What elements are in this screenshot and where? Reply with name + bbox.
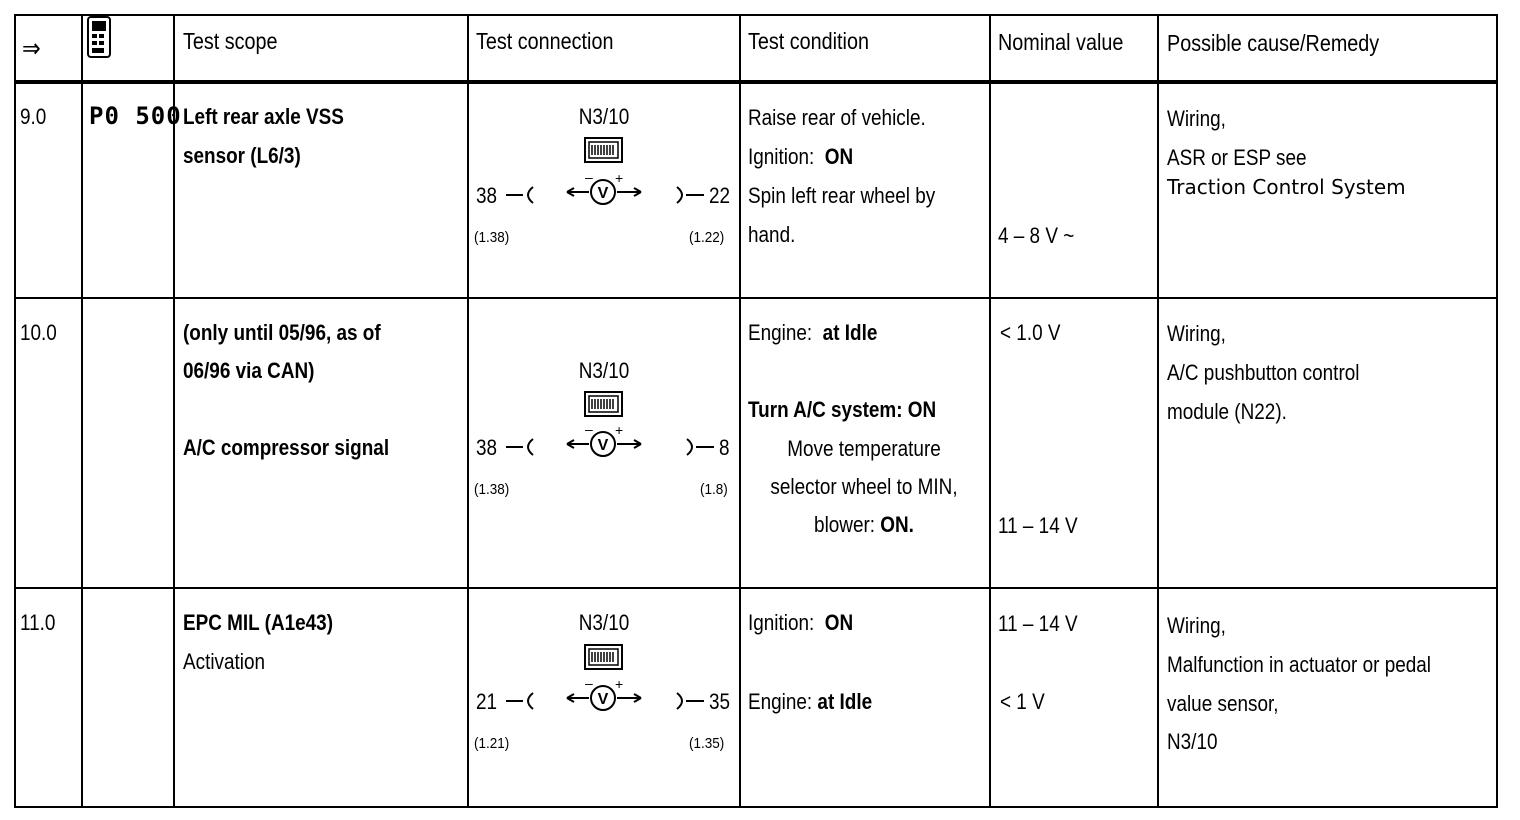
test-condition-label: Ignition: — [748, 144, 825, 169]
test-condition-label: Engine: — [748, 320, 823, 345]
left-pin-connector-icon — [506, 184, 536, 204]
svg-text:–: – — [585, 169, 593, 185]
possible-cause-line: module (N22). — [1167, 399, 1287, 424]
right-pin-reference: (1.35) — [689, 735, 725, 752]
svg-text:–: – — [585, 675, 593, 691]
svg-text:+: + — [615, 676, 624, 692]
module-label: N3/10 — [578, 610, 630, 635]
row-divider — [14, 587, 1498, 589]
right-pin-connector-icon — [674, 690, 704, 710]
test-condition-value: ON — [824, 144, 854, 169]
test-condition-value: at Idle — [822, 320, 878, 345]
right-pin-connector-icon — [684, 436, 714, 456]
test-scope-line: 06/96 via CAN) — [183, 358, 315, 383]
nominal-value: < 1 V — [1000, 689, 1045, 714]
control-module-icon — [584, 644, 624, 674]
nominal-value: < 1.0 V — [1000, 320, 1061, 345]
test-condition-line: Raise rear of vehicle. — [748, 105, 926, 130]
right-pin: 22 — [709, 183, 731, 208]
possible-cause-line: Malfunction in actuator or pedal — [1167, 652, 1431, 677]
column-divider — [173, 14, 175, 808]
test-condition-label: Engine: — [748, 689, 818, 714]
column-divider — [1157, 14, 1159, 808]
left-pin-reference: (1.38) — [474, 229, 510, 246]
header-nominal-value: Nominal value — [998, 29, 1124, 55]
test-scope-line: A/C compressor signal — [183, 435, 390, 460]
possible-cause-line: Wiring, — [1167, 321, 1226, 346]
test-condition-line — [748, 313, 877, 352]
left-pin: 38 — [476, 435, 498, 460]
possible-cause-line: Traction Control System — [1167, 175, 1406, 199]
column-divider — [81, 14, 83, 808]
possible-cause-line: Wiring, — [1167, 106, 1226, 131]
right-pin-reference: (1.8) — [700, 481, 728, 498]
svg-text:V: V — [597, 437, 609, 454]
arrow-header: ⇒ — [22, 33, 41, 63]
right-pin-connector-icon — [674, 184, 704, 204]
column-divider — [739, 14, 741, 808]
header-test-condition: Test condition — [748, 28, 869, 54]
nominal-value: 11 – 14 V — [998, 611, 1078, 636]
test-condition-label: blower: — [814, 512, 881, 537]
voltmeter-icon — [565, 675, 643, 716]
step-number: 9.0 — [20, 104, 47, 129]
test-condition-value: at Idle — [817, 689, 873, 714]
column-divider — [989, 14, 991, 808]
module-label: N3/10 — [578, 358, 630, 383]
test-scope-line: (only until 05/96, as of — [183, 320, 381, 345]
svg-text:V: V — [597, 185, 609, 202]
left-pin-connector-icon — [506, 690, 536, 710]
right-pin: 35 — [709, 689, 731, 714]
test-scope-line: Left rear axle VSS — [183, 104, 344, 129]
possible-cause-line: A/C pushbutton control — [1167, 360, 1360, 385]
possible-cause-line: Wiring, — [1167, 613, 1226, 638]
module-label: N3/10 — [578, 104, 630, 129]
svg-text:V: V — [597, 691, 609, 708]
left-pin: 21 — [476, 689, 498, 714]
header-possible-cause: Possible cause/Remedy — [1167, 30, 1380, 56]
row-divider — [14, 297, 1498, 299]
test-condition-line: Spin left rear wheel by — [748, 183, 936, 208]
test-condition-line: selector wheel to MIN, — [770, 474, 958, 499]
control-module-icon — [584, 137, 624, 167]
step-number: 11.0 — [20, 610, 56, 635]
right-pin: 8 — [719, 435, 730, 460]
test-condition-line — [748, 682, 872, 721]
possible-cause-line: value sensor, — [1167, 691, 1279, 716]
step-number: 10.0 — [20, 320, 57, 345]
test-condition-value: ON. — [880, 512, 914, 537]
svg-text:+: + — [615, 422, 624, 438]
test-scope-line: EPC MIL (A1e43) — [183, 610, 334, 635]
header-divider — [14, 80, 1498, 84]
left-pin-connector-icon — [506, 436, 536, 456]
voltmeter-icon — [565, 421, 643, 462]
control-module-icon — [584, 391, 624, 421]
column-divider — [467, 14, 469, 808]
test-condition-line: hand. — [748, 222, 796, 247]
test-condition-line — [748, 137, 853, 176]
nominal-value: 11 – 14 V — [998, 513, 1078, 538]
fault-code: P0 500 — [89, 102, 182, 130]
voltmeter-icon — [565, 169, 643, 210]
left-pin: 38 — [476, 183, 498, 208]
test-condition-line — [748, 603, 853, 642]
svg-text:–: – — [585, 421, 593, 437]
left-pin-reference: (1.21) — [474, 735, 510, 752]
test-condition-line: Move temperature — [787, 436, 941, 461]
possible-cause-line: N3/10 — [1167, 729, 1218, 754]
test-condition-line — [814, 505, 914, 544]
possible-cause-line: ASR or ESP see — [1167, 145, 1307, 170]
svg-text:+: + — [615, 170, 624, 186]
header-test-connection: Test connection — [476, 28, 614, 54]
test-condition-line: Turn A/C system: ON — [748, 397, 937, 422]
diagnostic-meter-icon — [86, 16, 114, 60]
test-scope-line: Activation — [183, 649, 266, 674]
test-condition-label: Ignition: — [748, 610, 825, 635]
header-test-scope: Test scope — [183, 28, 278, 54]
left-pin-reference: (1.38) — [474, 481, 510, 498]
test-condition-value: ON — [824, 610, 854, 635]
test-scope-line: sensor (L6/3) — [183, 143, 301, 168]
nominal-value: 4 – 8 V ~ — [998, 223, 1075, 248]
right-pin-reference: (1.22) — [689, 229, 725, 246]
